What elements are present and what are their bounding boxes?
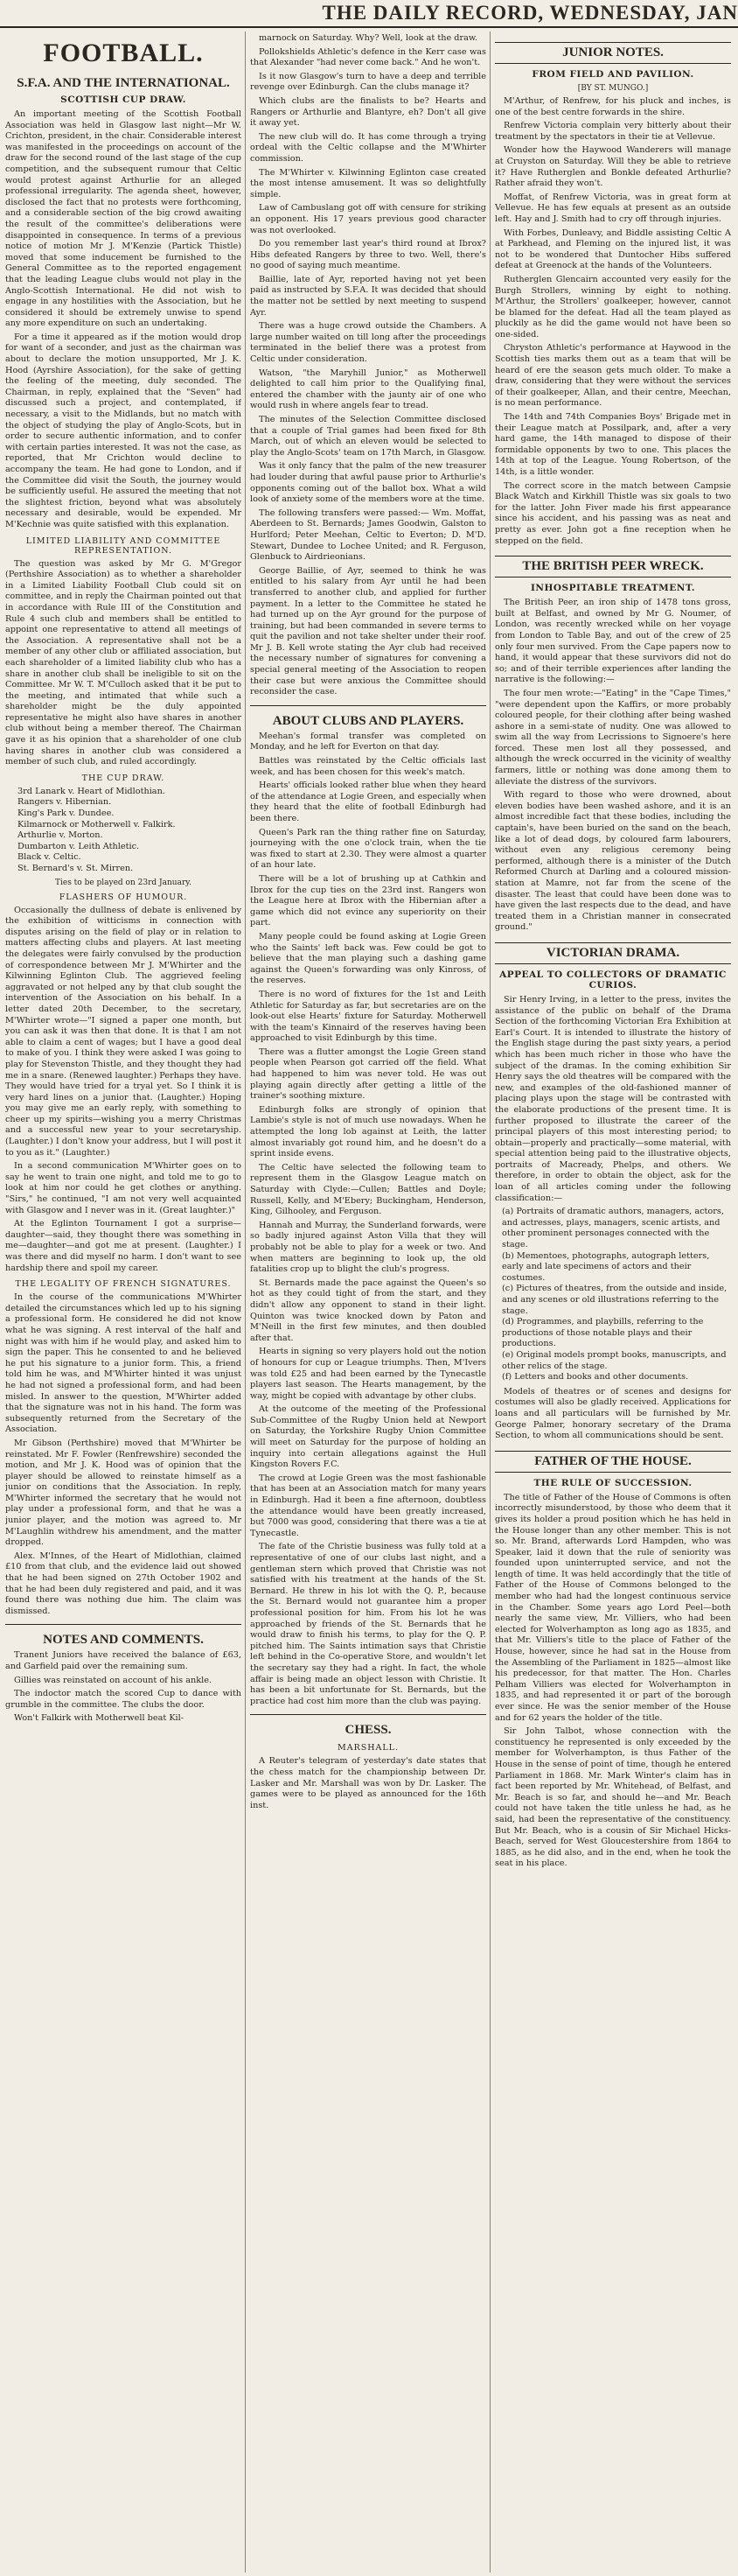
paragraph: The new club will do. It has come through a trying ordeal with the Celtic collapse and the M'Whirter commission. [250,131,486,164]
paragraph: The title of Father of the House of Commons is often incorrectly misunderstood, by those who deem that it gives its holder a proud position which he has held in the House longer than any other member. This is not so. Mr. Brand, afterwards Lord Hampden, who was Speaker, laid it down that the rule of seniority was founded upon uninterrupted service, and not the length of time. It was held accordingly that the title of Father of the House of Commons belonged to the member who had had the longest continuous service in the Chamber. Some years ago Lord Peel—both nearly the same view, Mr. Villiers, who had been elected for Wolverhampton as long ago as 1835, and that Mr. Villiers's title to the place of Father of the House, however, since he had sat in the House from the Assembling of the Parliament in 1825—almost like his predecessor, for that matter. The Hon. Charles Pelham Villiers was elected for Wolverhampton in 1835, and had represented it or part of the borough ever since. He was the senior member of the House and for 62 years the holder of the title. [495,1492,731,1723]
column-1 [5,33,241,2571]
paragraph: The question was asked by Mr G. M'Gregor (Perthshire Association) as to whether a shareholder in a Limited Liability Football Club could sit on committee, and in reply the Chairman pointed out that in accordance with Rule III of the Constitution and Rule 4 such club and members shall be entitled to appoint one representative to attend all meetings of the Association. A representative shall not be a member of any other club or affiliated association, but each shareholder of a limited liability club who has a share in another club shall be ineligible to sit on the Committee. Mr W. T. M'Culloch asked that it be put to the meeting, and intimated that while such a shareholder might be the duly appointed representative he might also have shares in another club without being a member thereof. The Chairman gave it as his opinion that a shareholder of one club having shares in another club was considered a member of such club, and ruled accordingly. [5,558,241,767]
paragraph: The four men wrote:—"Eating" in the "Cape Times," "were dependent upon the Kaffirs, or more probably coloured people, for their clothing after being washed ashore in a semi-state of nudity. One was allowed to swim all the way from Lecrissions to Signoere's here forced. These men lost all they possessed, and although the wreck occurred in the vicinity of wealthy farmers, little or nothing was done among them to alleviate the distress of the survivors. [495,688,731,787]
paragraph: Sir John Talbot, whose connection with the constituency he represented is only exceeded by the member for Wolverhampton, is thus Father of the House in the sense of point of time, though he entered Parliament in 1868. Mr. Mark Winter's claim has in fact been reported by Mr. Whitehead, of Belfast, and Mr. Beach is so far, and should he—and Mr. Beach could not have taken the title unless he had, as he said, had been the representative of the constituency. But Mr. Beach, who is a cousin of Sir Michael Hicks-Beach, served for West Gloucestershire from 1864 to 1885, as he did also, and in the end, when he took the seat in his place. [495,1726,731,1869]
column-rule [490,32,491,2572]
paragraph: For a time it appeared as if the motion would drop for want of a seconder, and just as the chairman was about to declare the motion unsupported, Mr J. K. Hood (Ayrshire Association), for the sake of getting the feeling of the meeting, duly seconded. The Chairman, in reply, explained that the "Seven" had discussed such a project, and contemplated, if necessary, a visit to the Midlands, but no match with the object of studying the play of Anglo-Scots, but in order to secure authentic information, and to confer with certain parties interested. It was not the case, as reported, that Mr Crichton would decline to accompany the team. He had gone to London, and if the Committee did visit the South, the journey would be sufficiently useful. He assured the meeting that not the slightest friction, beyond what was absolutely necessary and desirable, would be expended. Mr M'Kechnie was quite satisfied with this explanation. [5,332,241,529]
paragraph: Moffat, of Renfrew Victoria, was in great form at Vellevue. He has few equals at present as an outside left. Hay and J. Smith had to cry off through injuries. [495,192,731,224]
divider [250,705,486,706]
paragraph: The fate of the Christie business was fully told at a representative of one of our clubs last night, and a gentleman stern which proved that Christie was not satisfied with his treatment at the hands of the St. Bernard. He threw in his lot with the Q. P., because the St. Bernard would not guarantee him a proper professional position for him. From his lot he was approached by friends of the St. Bernards that he would draw to finish his terms, to play for the Q. P. pitched him. The Saints intimation says that Christie left behind in the Co-operative Store, and wouldn't let the secretary say they had a right. In fact, the whole affair is being made an object lesson with Christie. It has been a bit unfortunate for St. Bernards, but the practice had cost him more than the club was paying. [250,1542,486,1706]
paragraph: Is it now Glasgow's turn to have a deep and terrible revenge over Edinburgh. Can the clubs manage it? [250,71,486,93]
paragraph: Pollokshields Athletic's defence in the Kerr case was that Alexander "had never come back." And he won't. [250,46,486,68]
article-headline: VICTORIAN DRAMA. [495,942,731,964]
paragraph: St. Bernards made the pace against the Queen's so hot as they could tight of from the start, and they didn't allow any opponent to stand in their light. Quinton was twice knocked down by Paton and M'Neill in the first few minutes, and then doubled after that. [250,1278,486,1343]
subheading: THE CUP DRAW. [81,773,165,783]
subheading: MARSHALL. [337,1743,400,1754]
article-headline: CHESS. [345,1723,392,1738]
paragraph: There was a flutter amongst the Logie Green stand people when Pearson got carried off the field. What had happened to him was never told. He was out playing again directly after getting a little of the trainer's soothing mixture. [250,1046,486,1102]
list-item: (d) Programmes, and playbills, referring to the productions of those notable plays and their productions. [502,1317,704,1349]
article-subheading: THE RULE OF SUCCESSION. [533,1477,693,1488]
paragraph: At the outcome of the meeting of the Professional Sub-Committee of the Rugby Union held at Newport on Saturday, the Yorkshire Rugby Union Committee will meet on Saturday for the purpose of holding an inquiry into certain allegations against the Hull Kingston Rovers F.C. [250,1404,486,1470]
column-2 [250,33,486,2571]
paragraph: Meehan's formal transfer was completed on Monday, and he left for Everton on that day. [250,731,486,752]
draw-item: Rangers v. Hibernian. [17,797,112,808]
paragraph: Renfrew Victoria complain very bitterly about their treatment by the spectators in their tie at Vellevue. [495,121,731,142]
classification-list [502,1207,731,1383]
article-subheading: SCOTTISH CUP DRAW. [60,94,186,105]
paragraph: With Forbes, Dunleavy, and Biddle assisting Celtic A at Parkhead, and Fleming on the injured list, it was not to be wondered that Duntocher Hibs suffered defeat at Greenock at the hands of the Volunteers. [495,228,731,271]
paragraph: The indoctor match the scored Cup to dance with grumble in the committee. The clubs the door. [5,1689,241,1710]
draw-item: Black v. Celtic. [17,852,81,863]
paragraph: Watson, "the Maryhill Junior," as Motherwell delighted to call him prior to the Qualifying final, entered the chamber with the jaunty air of one who would rush in where angels fear to tread. [250,368,486,411]
paragraph: There was a huge crowd outside the Chambers. A large number waited on till long after the proceedings terminated in the belief there was a protest from Celtic under consideration. [250,321,486,365]
draw-item: Arthurlie v. Morton. [17,830,103,841]
paragraph: Sir Henry Irving, in a letter to the press, invites the assistance of the public on behalf of the Drama Section of the forthcoming Victorian Era Exhibition at Earl's Court. It is intended to illustrate the history of the English stage during the past sixty years, a period which has been much richer in those who have the subject of the dramas. In the coming exhibition Sir Henry says the old theatres will be compared with the new, and examples of the old-fashioned manner of placing plays upon the stage will be contrasted with the elaborate productions of the present time. It is further proposed to illustrate the career of the principal players of this most interesting period; to obtain—properly and practically—some material, with special attention being paid to the illustrative objects, portraits of Macready, Phelps, and others. We therefore, in order to obtain the object, ask for the loan of all articles coming under the following classification:— [495,994,731,1203]
paragraph: Many people could be found asking at Logie Green who the Saints' left back was. Few could be got to believe that the man playing such a dashing game against the Queen's forwarding was only Kinross, of the reserves. [250,931,486,986]
draw-item: 3rd Lanark v. Heart of Midlothian. [17,786,165,796]
paragraph: Tranent Juniors have received the balance of £63, and Garfield paid over the remaining sum. [5,1650,241,1671]
paragraph: With regard to those who were drowned, about eleven bodies have been washed ashore, and it is an almost incredible fact that these bodies, including the captain's, have been buried on the sand on the beach, like a lot of dead dogs, by coloured farm labourers, without even any religious ceremony being performed, although there is a minister of the Dutch Reformed Church at Darling and a coloured mission-station at Mamre, not far from the scene of the disaster. The least that could have been done was to have given the last respects due to the dead, and have treated them in a Christian manner in consecrated ground." [495,790,731,933]
byline: [BY ST. MUNGO.] [577,84,649,93]
article-subheading: INHOSPITABLE TREATMENT. [530,583,696,594]
list-item: (b) Mementoes, photographs, autograph letters, early and late specimens of actors and their costumes. [502,1250,710,1283]
paragraph: George Baillie, of Ayr, seemed to think he was entitled to his salary from Ayr until he had been transferred to another club, and applied for further payment. In a letter to the Committee he stated he had turned up on the Ayr ground for the purpose of training, but had been commanded in severe terms to quit the pavilion and not take shelter under their roof. Mr J. B. Kell wrote stating the Ayr club had received the necessary number of signatures for convening a special general meeting of the Association to reopen their case but were anxious the Committee should reconsider the case. [250,565,486,697]
paragraph: The British Peer, an iron ship of 1478 tons gross, built at Belfast, and owned by Mr G. Noumer, of London, was recently wrecked while on her voyage from London to Table Bay, and out of the crew of 25 only four men survived. From the Cape papers now to hand, it would appear that these survivors did not do so; and of their terrible experiences after landing the narrative is the following:— [495,598,731,685]
paragraph: Which clubs are the finalists to be? Hearts and Rangers or Arthurlie and Blantyre, eh? Don't all give it away yet. [250,95,486,129]
paragraph: Models of theatres or of scenes and designs for costumes will also be gladly received. Applications for loans and all particulars will be furnished by Mr. George Palmer, honorary secretary of the Drama Section, to whom all communications should be sent. [495,1386,731,1441]
paragraph: Law of Cambuslang got off with censure for striking an opponent. His 17 years previous good character was not overlooked. [250,203,486,235]
article-headline: ABOUT CLUBS AND PLAYERS. [272,713,464,728]
draw-item: St. Bernard's v. St. Mirren. [17,864,134,873]
draw-item: Dumbarton v. Leith Athletic. [17,841,140,851]
paragraph: marnock on Saturday. Why? Well, look at the draw. [259,33,478,43]
paragraph: Do you remember last year's third round at Ibrox? Hibs defeated Rangers by three to two. Well, there's no good of saying much meantime. [250,239,486,271]
article-subheading: FROM FIELD AND PAVILION. [532,69,694,80]
paragraph: The minutes of the Selection Committee disclosed that a couple of Trial games had been fixed for 8th March, out of which an eleven would be selected to play the Anglo-Scots' team on 17th March, in Glasgow. [250,415,486,458]
paragraph: Battles was reinstated by the Celtic officials last week, and has been chosen for this week's match. [250,756,486,777]
list-item: (f) Letters and books and other documents. [502,1372,689,1382]
paragraph: Chryston Athletic's performance at Haywood in the Scottish ties marks them out as a team that will be heard of ere the season gets much older. To make a draw, considering that they were without the services of their goalkeeper, Allan, and their centre, Meechan, is no mean performance. [495,343,731,409]
list-item: (a) Portraits of dramatic authors, managers, actors, and actresses, plays, managers, scenic artists, and other prominent personages connected with the stage. [502,1207,724,1250]
paragraph: Alex. M'Innes, of the Heart of Midlothian, claimed £10 from that club, and the evidence laid out showed that he had been signed on 27th October 1902 and that he had been duly registered and paid, and it was found there was nothing due him. The claim was dismissed. [5,1550,241,1616]
subheading: FLASHERS OF HUMOUR. [59,892,188,902]
paragraph: Occasionally the dullness of debate is enlivened by the exhibition of witticisms in connection with disputes arising on the field of play or in relation to matters affecting clubs and players. At last meeting the delegates were fairly convulsed by the production of correspondence between Mr J. M'Whirter and the Kilwinning Eglinton Club. The aggrieved feeling aggravated or not helped any by that club sought the intervention of the Association on his behalf. In a letter dated 20th December, to the secretary, M'Whirter wrote—"I signed a paper one month, but you can ask it was then that done. It is that I am not able to claim a cent of wages; but I have a good deal to make of you. I think they were asked I was going to play for Stevenston Thistle, and they thought they had me in a snare. (Renewed laughter.) Perhaps they have. They would have tried for a tryal yet. So I think it is very hard lines on a junior that. (Laughter.) Hoping you may give me an early reply, with something to cheer up my spirits—wishing you a merry Christmas and a successful new year to your secretaryship. (Laughter.) I don't know your address, but I will post it to you as it." (Laughter.) [5,905,241,1158]
masthead [0,0,738,28]
draw-note: Ties to be played on 23rd January. [54,878,191,887]
article-headline: FATHER OF THE HOUSE. [495,1451,731,1473]
paragraph: There will be a lot of brushing up at Cathkin and Ibrox for the cup ties on the 23rd inst. Rangers won the League here at Ibrox with the Hibernian after a game which did not evince any superiority on their part. [250,873,486,928]
divider [5,1624,241,1625]
paragraph: In a second communication M'Whirter goes on to say he went to train one night, and told me to go to look at him nor could he get clothes or anything. "Sirs," he continued, "I am not very well acquainted with Glasgow and I never was in it. (Great laughter.)" [5,1161,241,1215]
column-3 [495,33,731,2571]
subheading: THE LEGALITY OF FRENCH SIGNATURES. [15,1279,232,1290]
paragraph: A Reuter's telegram of yesterday's date states that the chess match for the championship between Dr. Lasker and Mr. Marshall was won by Dr. Lasker. The games were to be played as announced for the 16th inst. [250,1756,486,1810]
list-item: (e) Original models prompt books, manuscripts, and other relics of the stage. [502,1349,727,1371]
paragraph: In the course of the communications M'Whirter detailed the circumstances which led up to his signing a professional form. He considered he did not know what he was signing. A rest interval of the half and night was with him if he would play, and asked him to sign the paper. This he consented to and he believed he put his signature to a junior form. This, a friend told him he was, and M'Whirter hinted it was unjust he had not signed a professional form, and had been misled. In answer to the question, M'Whirter added that the signature was not in his hand. The form was subsequently returned from the Secretary of the Association. [5,1292,241,1435]
draw-item: Kilmarnock or Motherwell v. Falkirk. [17,819,176,830]
paragraph: Rutherglen Glencairn accounted very easily for the Burgh Strollers, winning by eight to nothing. M'Arthur, the Strollers' goalkeeper, however, cannot be blamed for the defeat. Had all the team played as pluckily as he did the game would not have been so one-sided. [495,274,731,340]
draw-item: King's Park v. Dundee. [17,808,115,819]
article-headline: S.F.A. AND THE INTERNATIONAL. [17,76,230,90]
paragraph: Baillie, late of Ayr, reported having not yet been paid as instructed by S.F.A. It was decided that should the matter not be settled by next meeting to suspend Ayr. [250,274,486,318]
paragraph: Hearts' officials looked rather blue when they heard of the attendance at Logie Green, and especially when they heard that the elite of football Edinburgh had been there. [250,780,486,823]
paragraph: The crowd at Logie Green was the most fashionable that has been at an Association match for many years in Edinburgh. Had it been a fine afternoon, doubtless the attendance would have been greatly increased, but 7000 was good, considering that there was a tie at Tynecastle. [250,1473,486,1538]
column-rule [245,32,246,2572]
paragraph: Won't Falkirk with Motherwell beat Kil- [14,1713,184,1724]
paragraph: At the Eglinton Tournament I got a surprise—daughter—said, they thought there was something in me—daughter—and got me at present. (Laughter.) I was there and did myself no harm. I don't want to see hardship there and spoil my career. [5,1219,241,1273]
article-headline: NOTES AND COMMENTS. [43,1633,204,1648]
paragraph: Hannah and Murray, the Sunderland forwards, were so badly injured against Aston Villa that they will probably not be able to play for a week or two. And when matters are beginning to look up, the old fatalities crop up to blight the club's progress. [250,1220,486,1275]
section-heading: FOOTBALL. [43,38,204,67]
paragraph: The correct score in the match between Campsie Black Watch and Kirkhill Thistle was six goals to two for the latter. John Fiver made his first appearance since his accident, and his passing was as neat and pretty as ever. John got a fine reception when he stepped on the field. [495,480,731,546]
paragraph: An important meeting of the Scottish Football Association was held in Glasgow last night—Mr W. Crichton, president, in the chair. Considerable interest was manifested in the proceedings on account of the draw for the second round of the last stage of the cup competition, and the subsequent rumour that Celtic would protest against Arthurlie for an alleged professional irregularity. The agenda sheet, however, disclosed the fact that no protests were forthcoming, and a considerable section of the big crowd awaiting the result of the committee's deliberations were disappointed in consequence. In terms of a previous notice of motion Mr J. M'Kenzie (Partick Thistle) moved that some inducement be furnished to the General Committee as to the reported engagement that the leading League clubs would not play in the Anglo-Scottish International. He did not wish to engage in any hostilities with the Association, but he considered it should be extremely unwise to spend any more expenditure on such an undertaking. [5,109,241,329]
paragraph: The following transfers were passed:— Wm. Moffat, Aberdeen to St. Bernards; James Goodwin, Galston to Hurlford; Peter Meehan, Celtic to Everton; D. M'D. Stewart, Dundee to Lochee United; and R. Ferguson, Glenbuck to Airdrieonians. [250,508,486,563]
paragraph: Was it only fancy that the palm of the new treasurer had louder during that awful pause prior to Arthurlie's opponents coming out of the ballot box. What a wild look of anxiety some of the members wore at the time. [250,461,486,505]
article-headline: THE BRITISH PEER WRECK. [495,556,731,578]
list-item: (c) Pictures of theatres, from the outside and inside, and any scenes or old illustrations referring to the stage. [502,1284,728,1316]
paragraph: The Celtic have selected the following team to represent them in the Glasgow League match on Saturday with Clyde:—Cullen; Battles and Doyle; Russell, Kelly, and M'Ebery; Buckingham, Henderson, King, Gilhooley, and Ferguson. [250,1162,486,1217]
divider [250,1714,486,1715]
paragraph: Gillies was reinstated on account of his ankle. [14,1675,212,1685]
article-headline: JUNIOR NOTES. [495,42,731,64]
cup-draw-list [17,787,241,875]
subheading: LIMITED LIABILITY AND COMMITTEE REPRESENTATION. [25,536,221,556]
paragraph: Wonder how the Haywood Wanderers will manage at Cruyston on Saturday. Will they be able to retrieve it? Have Rutherglen and Bonkle defeated Arthurlie? Rather afraid they won't. [495,145,731,189]
paragraph: There is no word of fixtures for the 1st and Leith Athletic for Saturday as far, but secretaries are on the look-out else Hearts' fixture for Saturday. Motherwell with the team's Kinnaird of the reserves having been approached to visit Edinburgh by this time. [250,989,486,1044]
paragraph: The 14th and 74th Companies Boys' Brigade met in their League match at Possilpark, and, after a very hard game, the 14th managed to dispose of their formidable opponents by two to one. This places the 14th at top of the League. Young Robertson, of the 14th, is a little wonder. [495,412,731,477]
paragraph: Hearts in signing so very players hold out the notion of honours for cup or League triumphs. Then, M'Ivers was told £25 and had been earned by the Tynecastle players last season. The Hearts management, by the way, might be copied with advantage by other clubs. [250,1347,486,1401]
paragraph: M'Arthur, of Renfrew, for his pluck and inches, is one of the best centre forwards in the shire. [495,96,731,117]
article-subheading: APPEAL TO COLLECTORS OF DRAMATIC CURIOS. [499,969,727,990]
masthead-title: THE DAILY RECORD, WEDNESDAY, JAN [322,2,738,24]
paragraph: The M'Whirter v. Kilwinning Eglinton case created the most intense amusement. It was so delightfully simple. [250,167,486,200]
paragraph: Queen's Park ran the thing rather fine on Saturday, journeying with the one o'clock train, when the tie was fixed to start at 2.30. They were almost a quarter of an hour late. [250,827,486,871]
paragraph: Edinburgh folks are strongly of opinion that Lambie's style is not of much use nowadays. When he attempted the long lob against at Leith, the latter almost invariably got round him, and he doesn't do a sprint inside evens. [250,1104,486,1159]
paragraph: Mr Gibson (Perthshire) moved that M'Whirter be reinstated. Mr F. Fowler (Renfrewshire) seconded the motion, and Mr J. K. Hood was of opinion that the player should be allowed to reinstate himself as a junior on conditions that the Association. In reply, M'Whirter informed the secretary that he would not play under a professional form, and that he was a junior player, and the motion was agreed to. Mr M'Laughlin withdrew his amendment, and the matter dropped. [5,1438,241,1548]
